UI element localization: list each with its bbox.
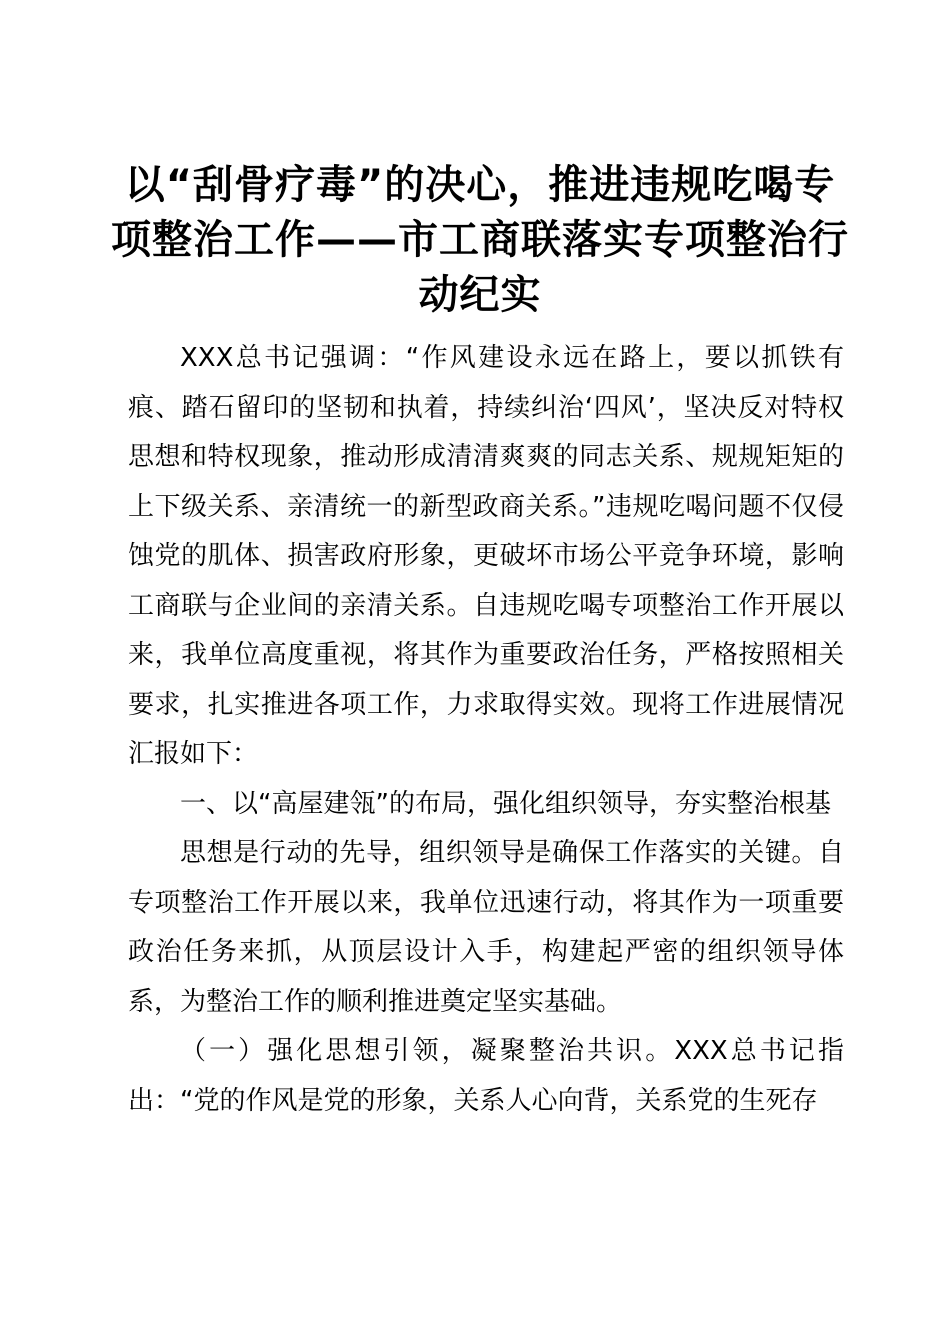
paragraph-intro: XXX总书记强调：“作风建设永远在路上，要以抓铁有痕、踏石留印的坚韧和执着，持续纠治‘四风’，坚决反对特权思想和特权现象，推动形成清清爽爽的同志关系、规规矩矩的上下级关系、亲清统一的新型政商关系。”违规吃喝问题不仅侵蚀党的肌体、损害政府形象，更破坏市场公平竞争环境，影响工商联与企业间的亲清关系。自违规吃喝专项整治工作开展以来，我单位高度重视，将其作为重要政治任务，严格按照相关要求，扎实推进各项工作，力求取得实效。现将工作进展情况汇报如下： (128, 343, 844, 769)
paragraph-section-one: 思想是行动的先导，组织领导是确保工作落实的关键。自专项整治工作开展以来，我单位迅速行动，将其作为一项重要政治任务来抓，从顶层设计入手，构建起严密的组织领导体系，为整治工作的顺利推进奠定坚实基础。 (128, 838, 844, 1017)
document-title: 以“刮骨疗毒”的决心，推进违规吃喝专项整治工作——市工商联落实专项整治行动纪实 (111, 162, 849, 318)
section-heading-one: 一、以“高屋建瓴”的布局，强化组织领导，夯实整治根基 (180, 788, 831, 819)
paragraph-subsection-one: （一）强化思想引领，凝聚整治共识。XXX总书记指出：“党的作风是党的形象，关系人心向背，关系党的生死存 (128, 1036, 844, 1116)
document-body (128, 334, 844, 1126)
